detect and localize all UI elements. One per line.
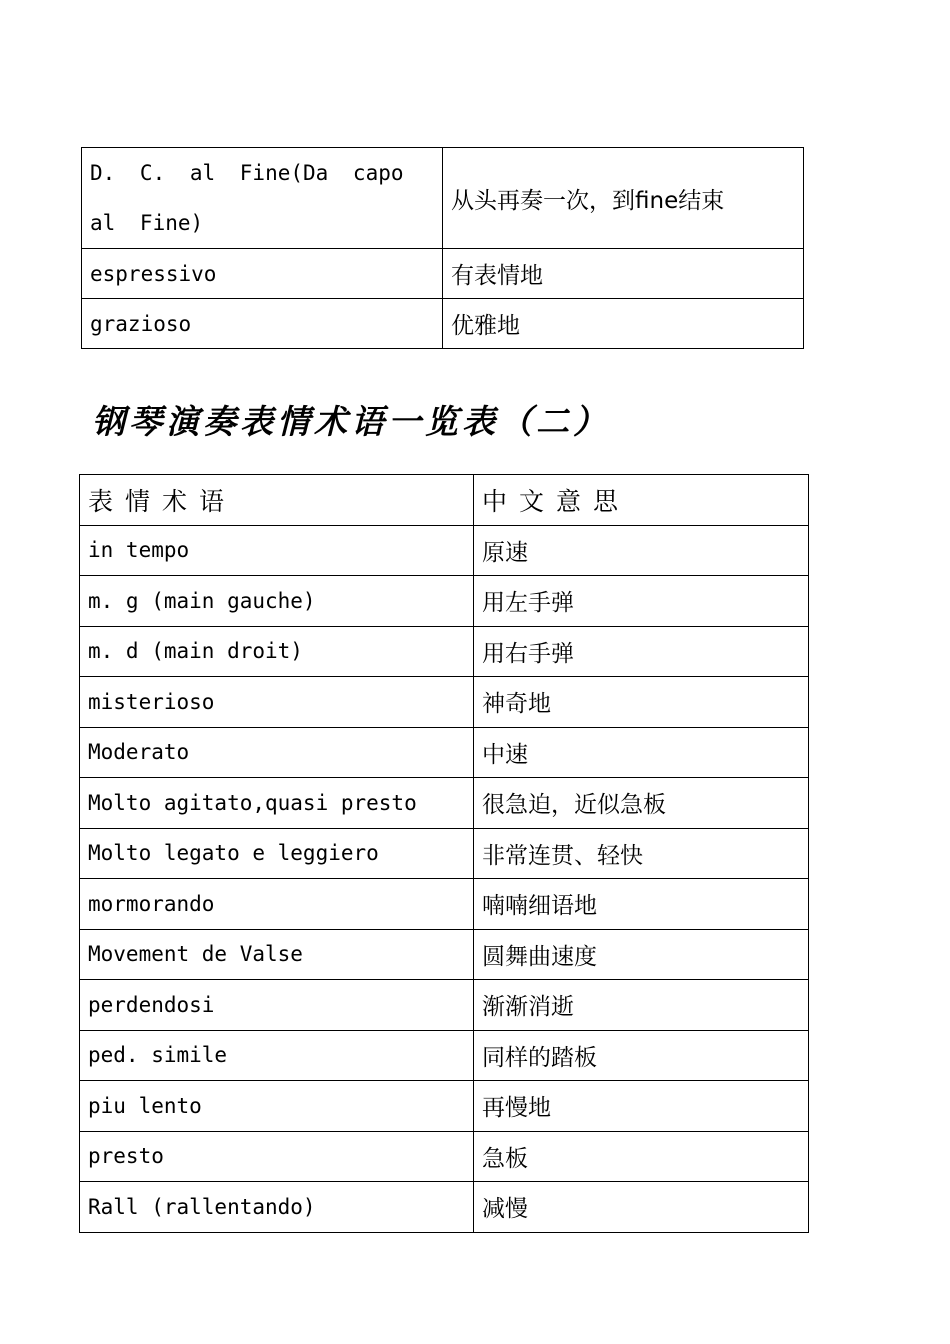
meaning-cell: 渐渐消逝 [474, 980, 809, 1031]
meaning-cell: 很急迫，近似急板 [474, 778, 809, 829]
table-row [82, 249, 804, 299]
table-row [80, 727, 809, 778]
table-row [80, 778, 809, 829]
term-cell: perdendosi [80, 980, 474, 1031]
term-cell: ped. simile [80, 1030, 474, 1081]
table-row [80, 929, 809, 980]
table-row [82, 299, 804, 349]
table-row [80, 1030, 809, 1081]
meaning-cell: 喃喃细语地 [474, 879, 809, 930]
term-cell: Rall (rallentando) [80, 1182, 474, 1233]
term-cell: espressivo [82, 249, 443, 299]
table-header-row [80, 475, 809, 526]
table-row [80, 1081, 809, 1132]
table-row [80, 980, 809, 1031]
meaning-cell: 同样的踏板 [474, 1030, 809, 1081]
meaning-cell: 从头再奏一次，到fine结束 [443, 148, 804, 249]
meaning-cell: 用左手弹 [474, 576, 809, 627]
table-row [80, 879, 809, 930]
term-cell: grazioso [82, 299, 443, 349]
meaning-cell: 优雅地 [443, 299, 804, 349]
header-term: 表情术语 [80, 475, 474, 526]
meaning-cell: 非常连贯、轻快 [474, 828, 809, 879]
meaning-cell: 中速 [474, 727, 809, 778]
term-cell: Moderato [80, 727, 474, 778]
meaning-cell: 用右手弹 [474, 626, 809, 677]
meaning-cell: 圆舞曲速度 [474, 929, 809, 980]
term-cell: piu lento [80, 1081, 474, 1132]
table-row [80, 626, 809, 677]
header-meaning: 中文意思 [474, 475, 809, 526]
table-row [80, 525, 809, 576]
meaning-cell: 神奇地 [474, 677, 809, 728]
meaning-cell: 减慢 [474, 1182, 809, 1233]
table-row [80, 1182, 809, 1233]
meaning-cell: 急板 [474, 1131, 809, 1182]
term-cell: m. d (main droit) [80, 626, 474, 677]
meaning-cell: 有表情地 [443, 249, 804, 299]
table-row [80, 677, 809, 728]
term-cell: in tempo [80, 525, 474, 576]
table-row [80, 576, 809, 627]
term-cell: m. g (main gauche) [80, 576, 474, 627]
term-cell: Molto legato e leggiero [80, 828, 474, 879]
meaning-cell: 原速 [474, 525, 809, 576]
term-cell: mormorando [80, 879, 474, 930]
expression-terms-table [79, 474, 809, 1233]
term-cell: misterioso [80, 677, 474, 728]
table-row [80, 1131, 809, 1182]
term-cell: Movement de Valse [80, 929, 474, 980]
section-title: 钢琴演奏表情术语一览表（二） [92, 402, 610, 441]
table-row [80, 828, 809, 879]
term-cell: presto [80, 1131, 474, 1182]
term-cell: D. C. al Fine(Da capo al Fine) [82, 148, 443, 249]
top-terms-table [81, 147, 804, 349]
table-row [82, 148, 804, 249]
term-cell: Molto agitato,quasi presto [80, 778, 474, 829]
meaning-cell: 再慢地 [474, 1081, 809, 1132]
